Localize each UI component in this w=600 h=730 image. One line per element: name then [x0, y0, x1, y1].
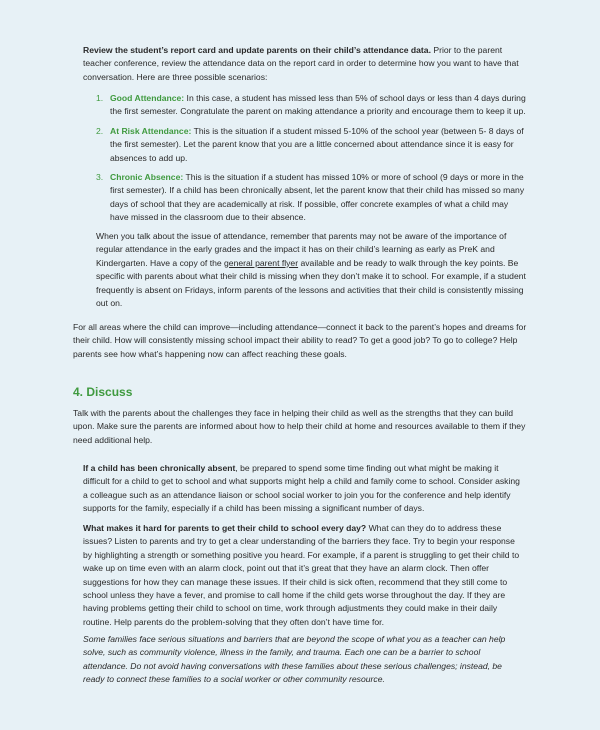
scenario-text: This is the situation if a student missed 5-10% of the school year (between 5- 8 days of the first semester). Let the parent know that you are a little concerned about attendance since it is easy for absences to add up.	[110, 126, 524, 163]
serious-situations-callout	[83, 633, 523, 687]
intro-heading: Review the student’s report card and update parents on their child’s attendance data.	[83, 45, 431, 55]
intro-text: Prior to the parent teacher conference, review the attendance data on the report card in order to determine how you want to have that conversation. Here are three possible scenarios:	[83, 45, 519, 82]
chronic-absent-text: , be prepared to spend some time finding out what might be making it difficult for a child to get to school and what supports might help a child and family come to school. Consider asking a colleague such as an attendance liaison or school social worker to join you for the conference and help identify supports for the family, especially if a child has been missing a significant number of days.	[83, 463, 520, 514]
talk-paragraph: Talk with the parents about the challenges they face in helping their child as well as the strengths that they can build upon. Make sure the parents are informed about how to help their child at home and resources available to them if they need additional help.	[73, 408, 526, 445]
serious-situations-text: Some families face serious situations and barriers that are beyond the scope of what you as a teacher can help solve, such as community violence, illness in the family, and trauma. Each one can be a barrier to school attendance. Do not avoid having conversations with these families about these serious challenges; instead, be ready to connect these families to a social worker or other community resource.	[83, 634, 506, 685]
scenario-text: This is the situation if a student has missed 10% or more of school (9 days or more in the first semester). If a child has been chronically absent, let the parent know that their child has missed so many days of school that they are academically at risk. If possible, offer concrete examples of what a child may have missed in the classroom due to their absence.	[110, 172, 525, 223]
scenario-title: Chronic Absence:	[110, 172, 184, 182]
scenario-title: At Risk Attendance:	[110, 126, 192, 136]
chronic-absent-callout	[83, 462, 523, 516]
section-heading-discuss: 4. Discuss	[73, 385, 133, 399]
scenario-number: 1.	[96, 93, 104, 103]
scenario-item-chronic	[96, 171, 526, 225]
barriers-callout	[83, 522, 523, 629]
hopes-and-dreams-paragraph: For all areas where the child can improve—including attendance—connect it back to the parent’s hopes and dreams for their child. How will consistently missing school impact their ability to read? To get a good job? To go to college? Help parents see how what’s happening now can affect reaching these goals.	[73, 322, 527, 359]
scenario-text: In this case, a student has missed less than 5% of school days or less than 4 days during the first semester. Congratulate the parent on making attendance a priority and encourage them to keep it up.	[110, 93, 526, 117]
scenario-item-at-risk	[96, 125, 526, 165]
attendance-discussion-paragraph	[96, 230, 526, 310]
when-text-1: When you talk about the issue of attendance, remember that parents may not be aware of the importance of regular attendance in the early grades and the impact it has on their child’s learning as early as PreK and Kindergarten. Have a copy of the	[96, 231, 507, 268]
when-text-2: available and be ready to walk through the key points. Be specific with parents about what their child is missing when they don’t make it to school. For example, if a student frequently is absent on Fridays, inform parents of the lessons and activities that their child is consistently missing out on.	[96, 257, 526, 309]
chronic-absent-heading: If a child has been chronically absent	[83, 463, 236, 473]
scenario-item-good	[96, 92, 526, 119]
scenario-number: 3.	[96, 172, 104, 182]
scenario-number: 2.	[96, 126, 104, 136]
barriers-heading: What makes it hard for parents to get their child to school every day?	[83, 523, 367, 533]
barriers-text: What can they do to address these issues? Listen to parents and try to get a clear understanding of the barriers they face. Try to begin your response by highlighting a strength or something positive you heard. For example, if a parent is struggling to get their child to wake up on time even with an alarm clock, point out that it’s great that they have an alarm clock. Then offer suggestions for how they can manage these issues. If their child is sick often, recommend that they still come to school unless they have a fever, and promise to call home if the child gets worse throughout the day. If they are having problems getting their child to school on time, work through adjustments they could make in their daily routine. Help parents do the problem-solving that they often don’t have time for.	[83, 523, 520, 627]
scenario-title: Good Attendance:	[110, 93, 185, 103]
general-parent-flyer-link[interactable]: general parent flyer	[224, 257, 299, 268]
intro-paragraph	[83, 44, 523, 84]
